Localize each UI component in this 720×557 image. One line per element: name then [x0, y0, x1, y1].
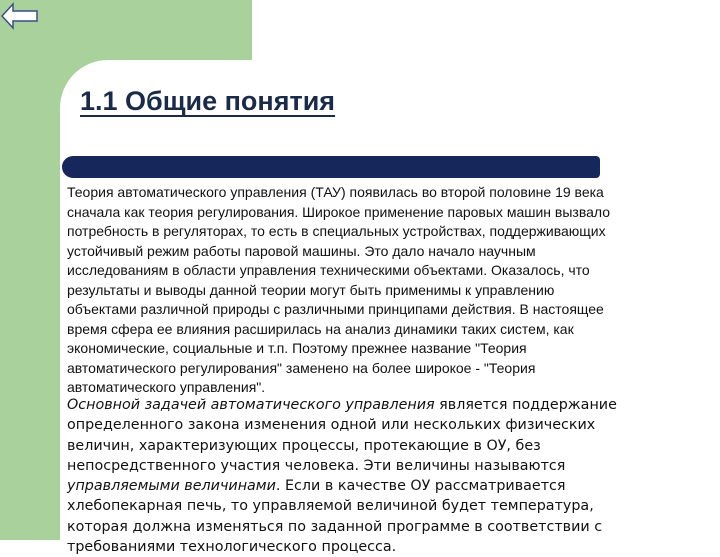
- paragraph-tau-history: Теория автоматического управления (ТАУ) появилась во второй половине 19 века сначала как теория регулирования. Широкое применение паровых машин вызвало потребность в регуляторах, то есть в специальных устройствах, поддерживающих устойчивый режим работы паровой машины. Это дало начало научным исследованиям в области управления техническими объектами. Оказалось, что результаты и выводы данной теории могут быть применимы к управлению объектами различной природы с различными принципами действия. В настоящее время сфера ее влияния расширилась на анализ динамики таких систем, как экономические, социальные и т.п. Поэтому прежнее название "Теория автоматического регулирования" заменено на более широкое - "Теория автоматического управления".: [67, 184, 611, 395]
- divider-bar: [62, 156, 600, 178]
- slide-title: 1.1 Общие понятия: [80, 86, 336, 116]
- emphasis-controlled-values: управляемыми величинами: [67, 478, 276, 495]
- paragraph-text-part2: . Если в качестве ОУ рассматривается хлебопекарная печь, то управляемой величиной будет температура, которая должна изменяться по заданной программе в соответствии с требованиями технологического процесса.: [67, 478, 603, 556]
- back-arrow-icon[interactable]: [0, 0, 40, 32]
- paragraph-main-task: [67, 395, 712, 557]
- emphasis-main-task: Основной задачей автоматического управления: [67, 397, 435, 413]
- paragraph-text-part1: является поддержание определенного закона изменения одной или нескольких физических величин, характеризующих процессы, протекающие в ОУ, без непосредственного участия человека. Эти величины называются: [67, 397, 617, 474]
